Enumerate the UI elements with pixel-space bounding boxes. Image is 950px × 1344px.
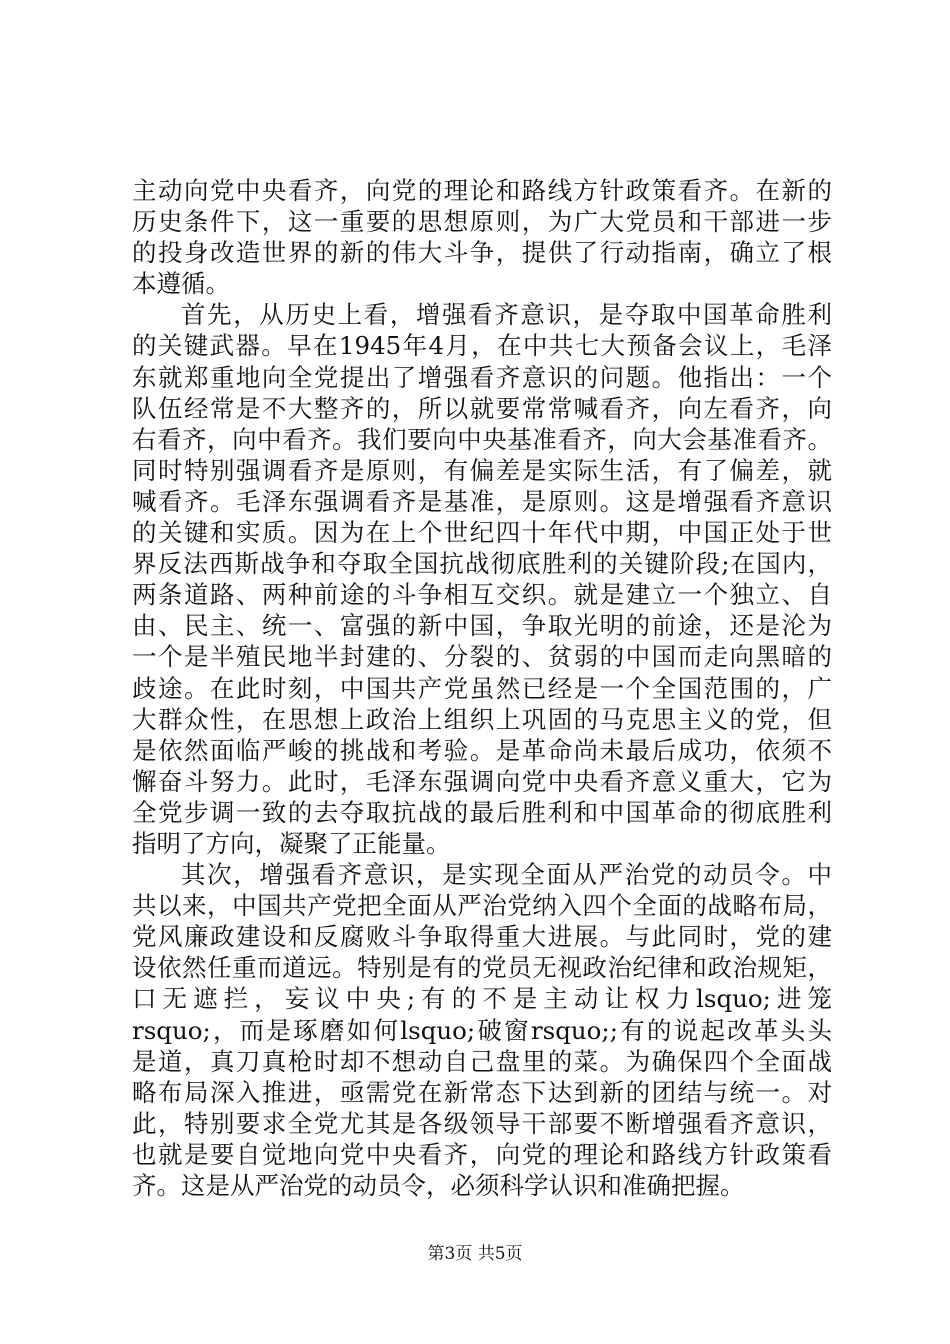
text-line: 齐。这是从严治党的动员令，必须科学认识和准确把握。 <box>132 1171 745 1200</box>
text-line: 的关键和实质。因为在上个世纪四十年代中期，中国正处于世 <box>132 518 832 548</box>
text-line: 历史条件下，这一重要的思想原则，为广大党员和干部进一步 <box>132 207 832 237</box>
text-line: 主动向党中央看齐，向党的理论和路线方针政策看齐。在新的 <box>132 176 832 205</box>
text-line: 同时特别强调看齐是原则，有偏差是实际生活，有了偏差，就 <box>132 455 832 485</box>
text-line: 共以来，中国共产党把全面从严治党纳入四个全面的战略布局， <box>132 891 832 921</box>
text-line: rsquo;，而是琢磨如何lsquo;破窗rsquo;;有的说起改革头头 <box>132 1015 832 1045</box>
text-line: 一个是半殖民地半封建的、分裂的、贫弱的中国而走向黑暗的 <box>132 642 832 672</box>
text-line: 略布局深入推进，亟需党在新常态下达到新的团结与统一。对 <box>132 1077 832 1107</box>
page-number-footer: 第3页 共5页 <box>427 1244 523 1264</box>
text-line: 口无遮拦，妄议中央;有的不是主动让权力lsquo;进笼 <box>132 984 832 1014</box>
text-line: 队伍经常是不大整齐的，所以就要常常喊看齐，向左看齐，向 <box>132 393 832 423</box>
text-line: 两条道路、两种前途的斗争相互交织。就是建立一个独立、自 <box>132 580 832 610</box>
text-line: 是依然面临严峻的挑战和考验。是革命尚未最后成功，依须不 <box>132 735 832 765</box>
text-line: 也就是要自觉地向党中央看齐，向党的理论和路线方针政策看 <box>132 1139 832 1169</box>
text-line: 右看齐，向中看齐。我们要向中央基准看齐，向大会基准看齐。 <box>132 424 832 454</box>
text-line: 的关键武器。早在1945年4月，在中共七大预备会议上，毛泽 <box>132 331 832 361</box>
text-line: 设依然任重而道远。特别是有的党员无视政治纪律和政治规矩， <box>132 953 832 983</box>
text-line: 全党步调一致的去夺取抗战的最后胜利和中国革命的彻底胜利 <box>132 797 832 827</box>
text-line: 喊看齐。毛泽东强调看齐是基准，是原则。这是增强看齐意识 <box>132 486 832 516</box>
document-body <box>132 175 832 1201</box>
text-line: 其次，增强看齐意识，是实现全面从严治党的动员令。中 <box>181 860 832 890</box>
text-line: 大群众性，在思想上政治上组织上巩固的马克思主义的党，但 <box>132 704 832 734</box>
text-line: 的投身改造世界的新的伟大斗争，提供了行动指南，确立了根 <box>132 238 832 268</box>
text-line: 东就郑重地向全党提出了增强看齐意识的问题。他指出：一个 <box>132 362 832 392</box>
text-line: 界反法西斯战争和夺取全国抗战彻底胜利的关键阶段;在国内， <box>132 549 832 579</box>
text-line: 此，特别要求全党尤其是各级领导干部要不断增强看齐意识， <box>132 1108 832 1138</box>
text-line: 指明了方向，凝聚了正能量。 <box>132 828 451 858</box>
text-line: 懈奋斗努力。此时，毛泽东强调向党中央看齐意义重大，它为 <box>132 766 832 796</box>
text-line: 本遵循。 <box>132 269 230 299</box>
text-line: 歧途。在此时刻，中国共产党虽然已经是一个全国范围的，广 <box>132 673 832 703</box>
text-line: 首先，从历史上看，增强看齐意识，是夺取中国革命胜利 <box>181 300 832 330</box>
text-line: 党风廉政建设和反腐败斗争取得重大进展。与此同时，党的建 <box>132 922 832 952</box>
text-line: 由、民主、统一、富强的新中国，争取光明的前途，还是沦为 <box>132 611 832 641</box>
text-line: 是道，真刀真枪时却不想动自己盘里的菜。为确保四个全面战 <box>132 1046 832 1076</box>
